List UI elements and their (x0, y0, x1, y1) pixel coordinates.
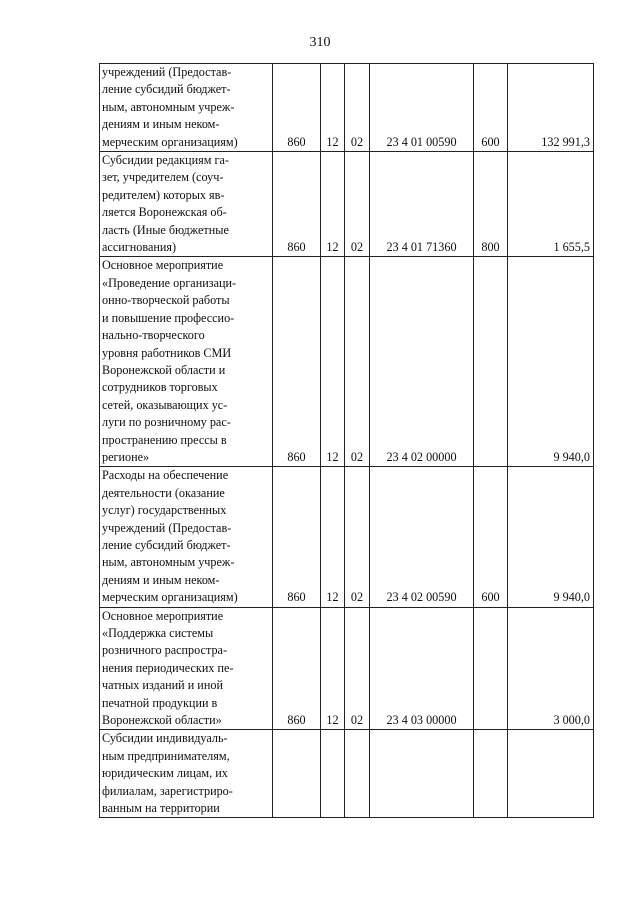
section-code: 12 (321, 607, 345, 730)
target-article-code: 23 4 03 00000 (370, 607, 474, 730)
row-description: Субсидии индивидуаль- ным предпринимателям, юридическим лицам, их филиалам, зарегистриро- ванным на территории (100, 730, 273, 818)
page-number: 310 (309, 35, 331, 50)
table-row (100, 64, 594, 152)
row-description: Основное мероприятие «Поддержка системы розничного распростра- нения периодических пе- чатных изданий и иной печатной продукции в Воронежской области» (100, 607, 273, 730)
row-description: Субсидии редакциям га- зет, учредителем (соуч- редителем) которых яв- ляется Воронежская об- ласть (Иные бюджетные ассигнования) (100, 152, 273, 257)
ministry-code: 860 (273, 64, 321, 152)
subsection-code: 02 (345, 467, 370, 607)
table-row (100, 607, 594, 730)
ministry-code: 860 (273, 607, 321, 730)
expense-type-code (474, 607, 508, 730)
target-article-code: 23 4 01 00590 (370, 64, 474, 152)
ministry-code (273, 730, 321, 818)
target-article-code: 23 4 02 00000 (370, 257, 474, 467)
section-code: 12 (321, 152, 345, 257)
target-article-code: 23 4 01 71360 (370, 152, 474, 257)
table-row (100, 152, 594, 257)
subsection-code: 02 (345, 64, 370, 152)
expense-type-code: 600 (474, 467, 508, 607)
amount (508, 730, 594, 818)
table-row (100, 467, 594, 607)
section-code (321, 730, 345, 818)
subsection-code: 02 (345, 607, 370, 730)
target-article-code (370, 730, 474, 818)
expense-type-code: 600 (474, 64, 508, 152)
section-code: 12 (321, 257, 345, 467)
row-description: учреждений (Предостав- ление субсидий бюджет- ным, автономным учреж- дениям и иным неком- мерческим организациям) (100, 64, 273, 152)
table-row (100, 257, 594, 467)
target-article-code: 23 4 02 00590 (370, 467, 474, 607)
ministry-code: 860 (273, 467, 321, 607)
amount: 132 991,3 (508, 64, 594, 152)
amount: 3 000,0 (508, 607, 594, 730)
row-description: Основное мероприятие «Проведение организаци- онно-творческой работы и повышение профессио- нально-творческого уровня работников СМИ Воронежской области и сотрудников торговых сетей, оказывающих ус- луги по розничному рас- пространению прессы в регионе» (100, 257, 273, 467)
section-code: 12 (321, 467, 345, 607)
expense-type-code: 800 (474, 152, 508, 257)
ministry-code: 860 (273, 152, 321, 257)
table-row (100, 730, 594, 818)
amount: 9 940,0 (508, 257, 594, 467)
subsection-code: 02 (345, 257, 370, 467)
amount: 1 655,5 (508, 152, 594, 257)
row-description: Расходы на обеспечение деятельности (оказание услуг) государственных учреждений (Предостав- ление субсидий бюджет- ным, автономным учреж- дениям и иным неком- мерческим организациям) (100, 467, 273, 607)
budget-table (99, 63, 594, 818)
expense-type-code (474, 257, 508, 467)
expense-type-code (474, 730, 508, 818)
subsection-code: 02 (345, 152, 370, 257)
amount: 9 940,0 (508, 467, 594, 607)
section-code: 12 (321, 64, 345, 152)
ministry-code: 860 (273, 257, 321, 467)
subsection-code (345, 730, 370, 818)
